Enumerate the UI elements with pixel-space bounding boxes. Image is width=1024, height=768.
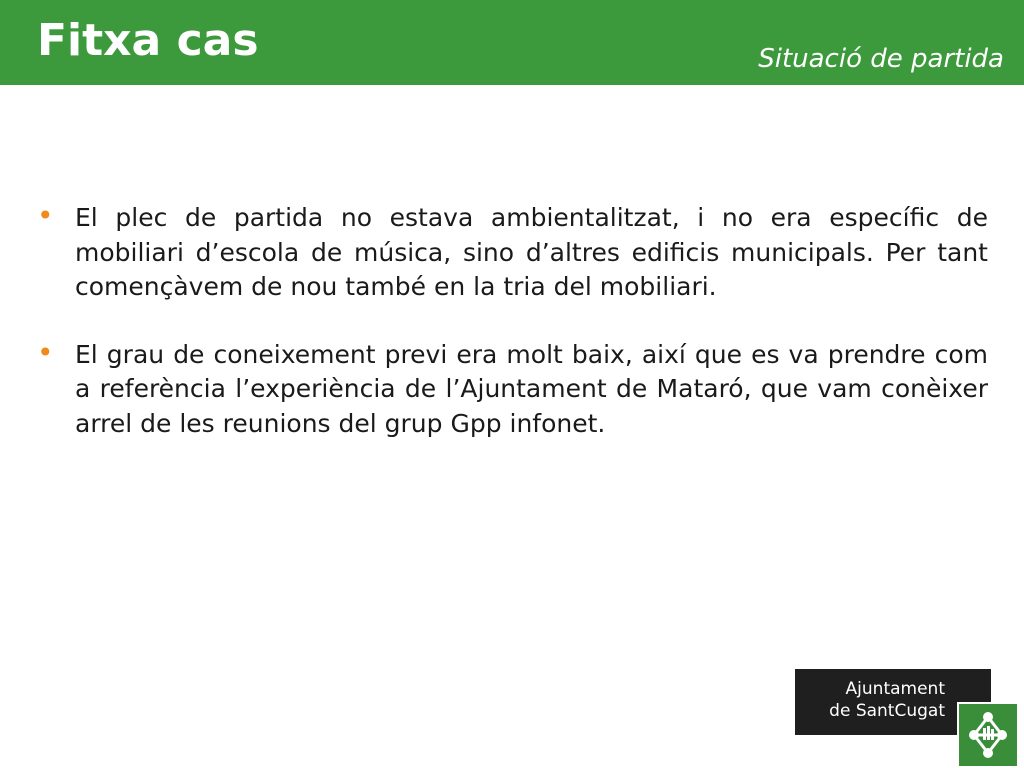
santcugat-emblem-icon — [957, 702, 1019, 768]
bullet-text: El plec de partida no estava ambientalitzat, i no era específic de mobiliari d’escola de música, sino d’altres edificis municipals. Per tant començàvem de nou també en la tria del mobiliari. — [75, 203, 988, 301]
bullet-icon: • — [37, 199, 54, 232]
header-bar — [0, 0, 1024, 85]
bullet-icon: • — [37, 335, 54, 369]
bullet-text: El grau de coneixement previ era molt baix, així que es va prendre com a referència l’experiència de l’Ajuntament de Mataró, que vam conèixer arrel de les reunions del grup Gpp infonet. — [75, 339, 988, 438]
logo-line-santcugat: de SantCugat — [829, 701, 945, 721]
bullet-list — [37, 201, 988, 474]
bullet-item — [37, 201, 988, 305]
bullet-item — [37, 335, 988, 442]
section-subtitle: Situació de partida — [758, 44, 1004, 74]
logo-line-ajuntament: Ajuntament — [845, 679, 945, 699]
ajuntament-logo — [795, 669, 1024, 768]
page-title: Fitxa cas — [37, 15, 259, 66]
